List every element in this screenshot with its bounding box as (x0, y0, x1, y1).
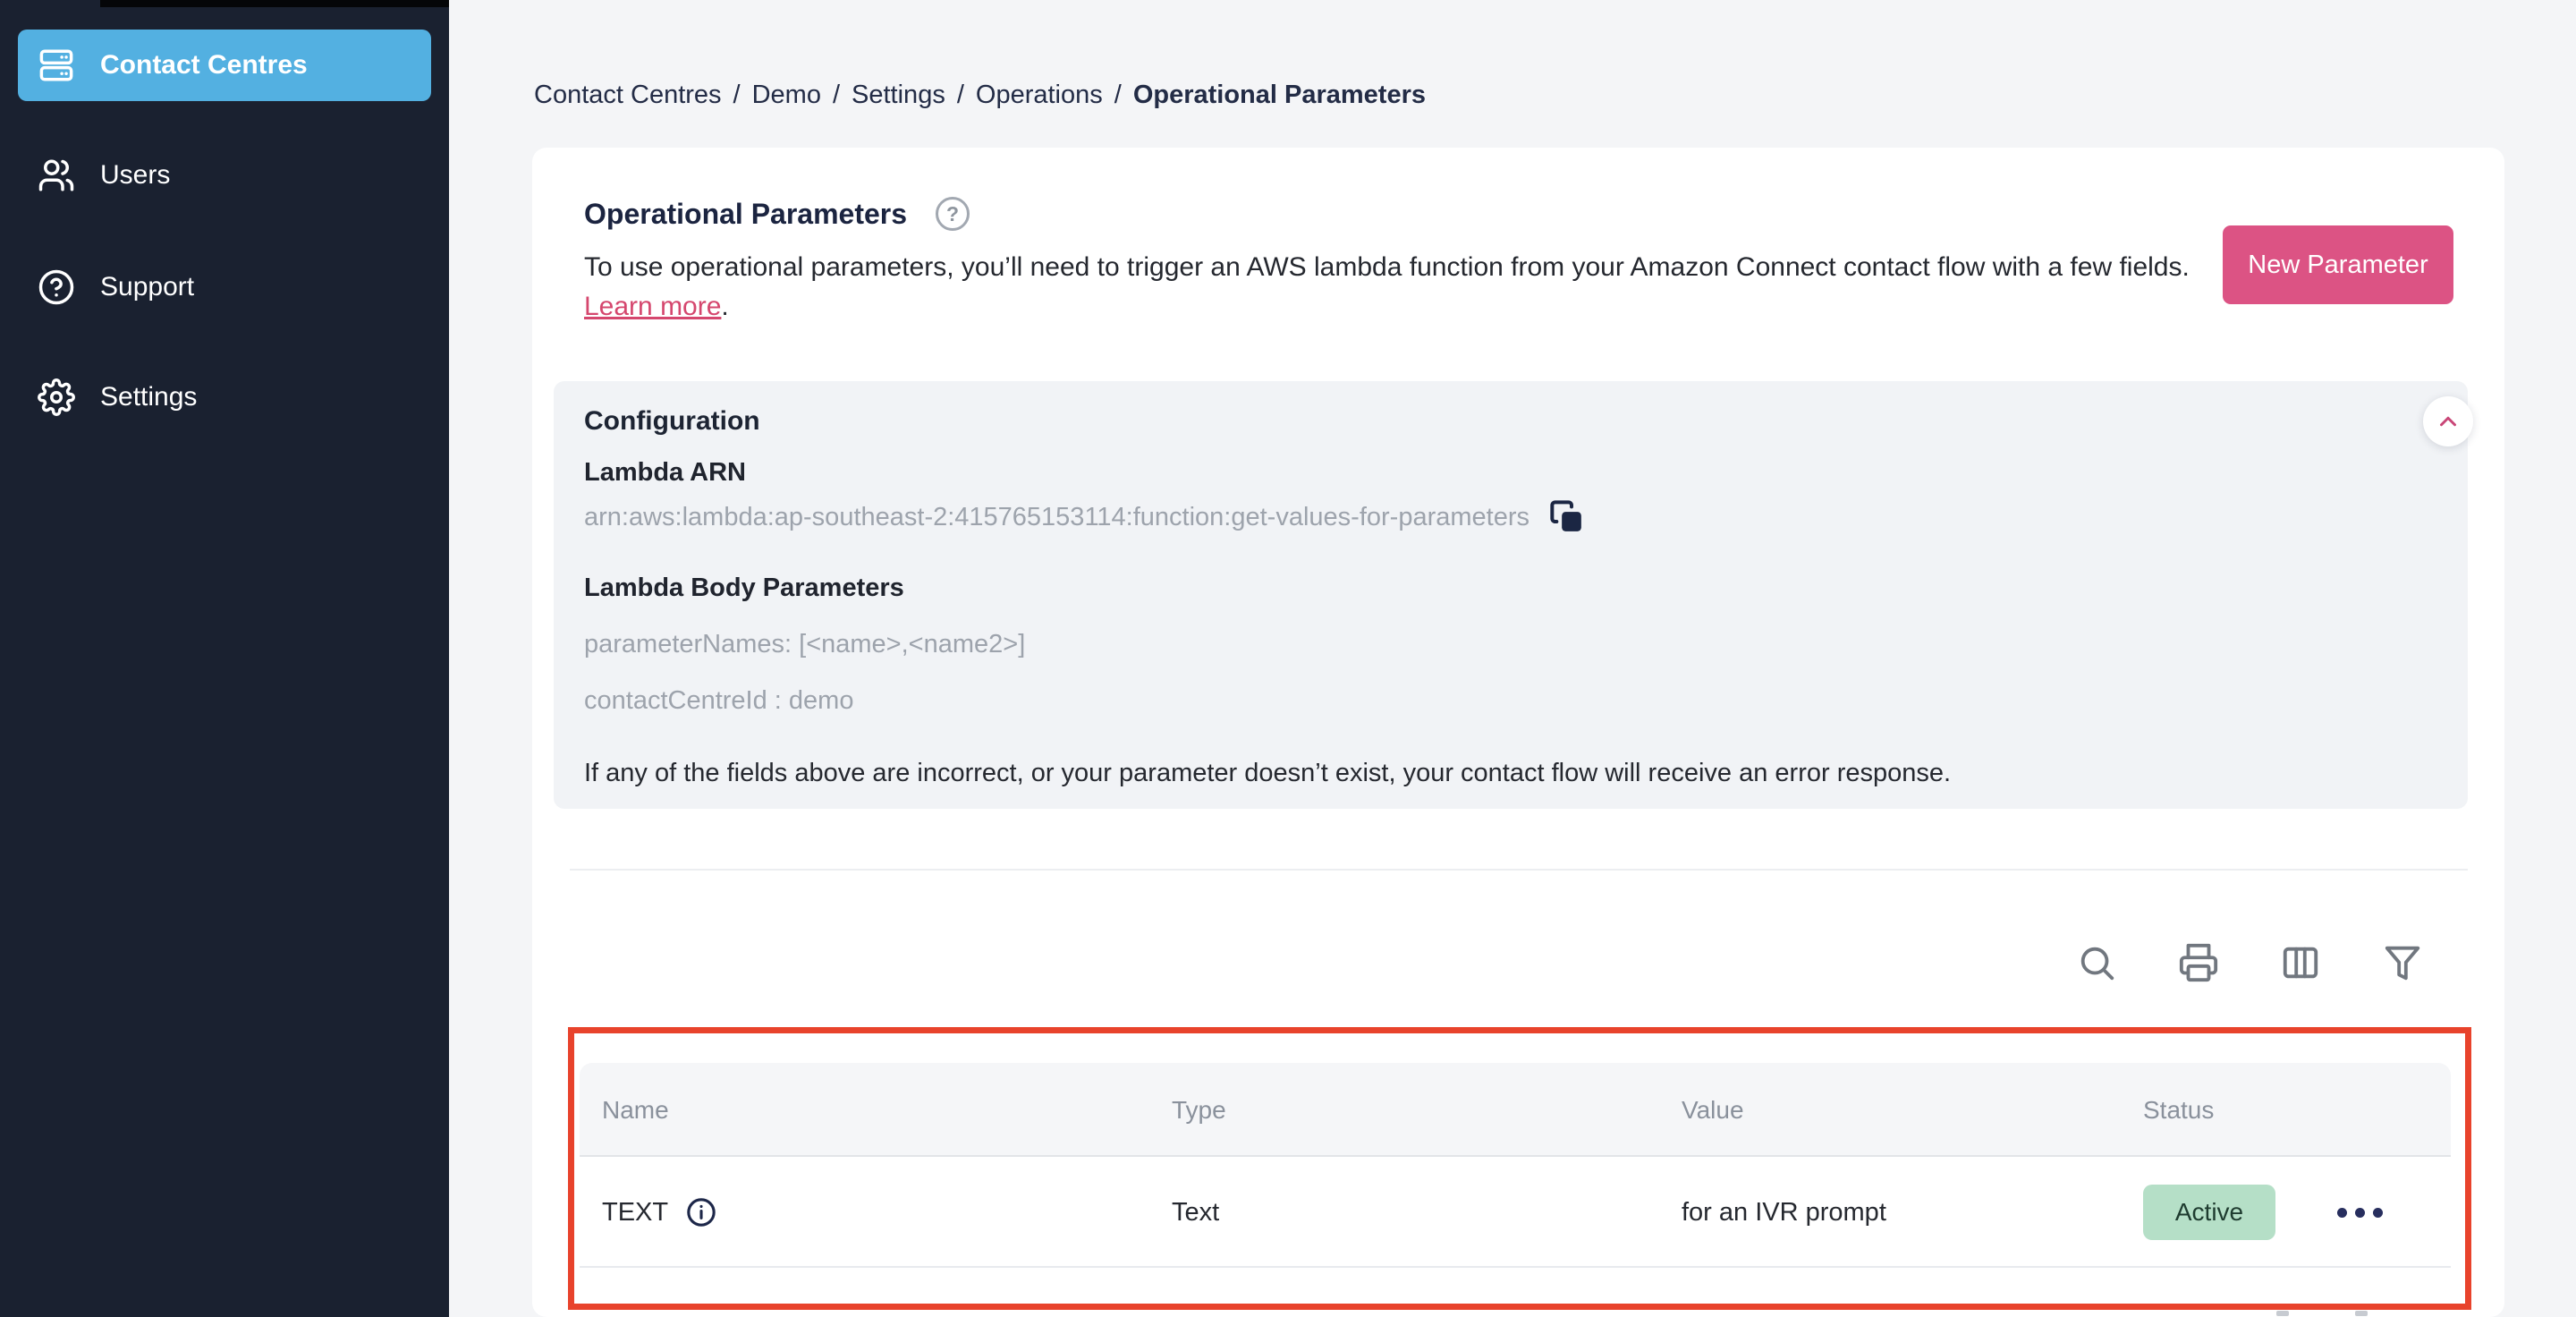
main-content (449, 0, 2576, 1317)
configuration-title: Configuration (584, 406, 760, 436)
parameter-name: TEXT (602, 1197, 669, 1227)
ellipsis-icon (2337, 1208, 2347, 1218)
breadcrumb-separator: / (733, 80, 741, 109)
sidebar-item-label: Settings (100, 382, 198, 412)
table-empty-strip (580, 1268, 2451, 1304)
breadcrumb-separator: / (832, 80, 841, 109)
body-parameter-names: parameterNames: [<name>,<name2>] (584, 630, 1026, 658)
chevron-up-icon (2435, 408, 2462, 435)
column-header-value: Value (1682, 1095, 1744, 1124)
sidebar (0, 0, 449, 1317)
info-icon[interactable] (686, 1197, 716, 1228)
server-stack-icon (38, 47, 75, 84)
column-header-type: Type (1172, 1095, 1226, 1124)
breadcrumb-separator: / (1114, 80, 1122, 109)
breadcrumb-separator: / (956, 80, 964, 109)
sidebar-item-support[interactable] (18, 251, 431, 323)
description-period: . (721, 292, 729, 321)
copy-icon[interactable] (1549, 499, 1585, 535)
collapse-configuration-button[interactable] (2423, 396, 2473, 446)
filter-icon[interactable] (2381, 941, 2424, 984)
page-header (584, 197, 970, 231)
sidebar-item-users[interactable] (18, 140, 431, 211)
lambda-arn-row (584, 499, 1585, 535)
help-icon[interactable]: ? (936, 197, 970, 231)
pagination-next-button[interactable] (2355, 1311, 2368, 1316)
breadcrumb-contact-centres[interactable]: Contact Centres (534, 80, 722, 109)
breadcrumb-demo[interactable]: Demo (751, 80, 821, 109)
top-black-strip (100, 0, 449, 7)
table-row[interactable] (580, 1157, 2451, 1268)
parameters-table (580, 1063, 2451, 1304)
row-actions-button[interactable] (2337, 1157, 2383, 1268)
table-toolbar (2075, 941, 2424, 984)
table-header-row (580, 1063, 2451, 1157)
configuration-panel (554, 381, 2468, 809)
sidebar-item-label: Support (100, 272, 195, 302)
lambda-arn-value: arn:aws:lambda:ap-southeast-2:415765153114:function:get-values-for-parameters (584, 502, 1530, 531)
column-header-name: Name (602, 1095, 669, 1124)
columns-icon[interactable] (2279, 941, 2322, 984)
page-description (584, 248, 2203, 327)
search-icon[interactable] (2075, 941, 2118, 984)
new-parameter-button[interactable]: New Parameter (2223, 225, 2453, 304)
status-badge: Active (2143, 1185, 2275, 1240)
column-header-status: Status (2143, 1095, 2215, 1124)
users-icon (38, 157, 75, 194)
gear-icon (38, 378, 75, 416)
body-parameter-contact-centre-id: contactCentreId : demo (584, 686, 854, 715)
page-title: Operational Parameters (584, 197, 908, 230)
content-card (532, 148, 2504, 1317)
breadcrumb (534, 77, 1426, 113)
sidebar-item-contact-centres[interactable] (18, 30, 431, 101)
breadcrumb-operations[interactable]: Operations (975, 80, 1103, 109)
parameter-type: Text (1172, 1197, 1220, 1227)
lambda-arn-label: Lambda ARN (584, 458, 746, 487)
sidebar-item-label: Users (100, 160, 171, 190)
learn-more-link[interactable]: Learn more (584, 292, 722, 321)
parameter-value: for an IVR prompt (1682, 1197, 1886, 1227)
sidebar-item-settings[interactable] (18, 361, 431, 433)
breadcrumb-operational-parameters: Operational Parameters (1132, 80, 1427, 109)
pagination-prev-button[interactable] (2276, 1311, 2289, 1316)
configuration-warning-text: If any of the fields above are incorrect, or your parameter doesn’t exist, your contact flow will receive an error response. (584, 759, 1952, 787)
help-circle-icon (38, 268, 75, 306)
lambda-body-parameters-label: Lambda Body Parameters (584, 574, 904, 602)
sidebar-item-label: Contact Centres (100, 50, 308, 80)
section-divider (570, 869, 2468, 871)
description-text: To use operational parameters, you’ll need to trigger an AWS lambda function from your Amazon Connect contact flow with a few fields. (584, 252, 2190, 282)
printer-icon[interactable] (2177, 941, 2220, 984)
breadcrumb-settings[interactable]: Settings (852, 80, 945, 109)
parameter-name-cell (602, 1197, 716, 1228)
